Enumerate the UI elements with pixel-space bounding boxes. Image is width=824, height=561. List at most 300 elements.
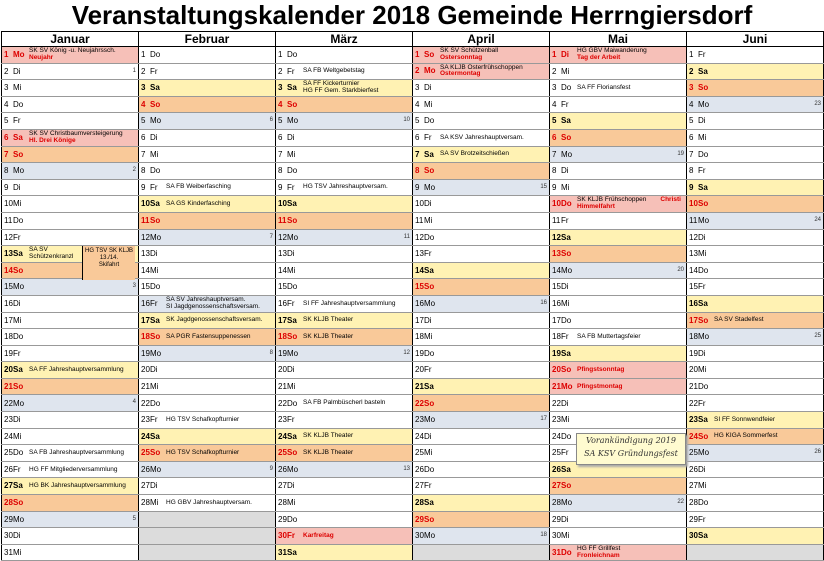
day-cell [2,312,139,329]
day-number: 12 [141,232,150,242]
week-number: 16 [540,299,547,306]
day-number: 1 [552,49,557,59]
weekday: Di [561,514,569,524]
day-cell [276,113,413,130]
week-number: 24 [814,216,821,223]
weekday: Mi [13,83,22,93]
day-cell [276,80,413,97]
day-number: 1 [278,50,283,60]
weekday: Sa [287,431,297,441]
weekday: Di [287,249,295,259]
weekday: Di [287,365,295,375]
weekday: Di [698,232,706,242]
day-number: 7 [278,149,283,159]
day-cell [276,461,413,478]
weekday: Fr [561,448,569,458]
weekday: Do [424,232,435,242]
day-cell [276,179,413,196]
weekday: Mo [424,182,436,192]
day-cell [2,412,139,429]
day-number: 21 [689,381,698,391]
day-cell [139,428,276,445]
day-cell [139,495,276,512]
weekday: Mi [424,332,433,342]
calendar-row [2,246,824,263]
day-cell [276,295,413,312]
weekday: Fr [698,166,706,176]
day-number: 2 [689,66,694,76]
day-cell [550,113,687,130]
day-number: 24 [552,431,561,441]
day-number: 5 [552,116,557,126]
event-line: SK KLJB Theater [303,432,354,440]
day-cell [139,295,276,312]
weekday: So [150,332,161,342]
week-number: 4 [132,399,136,406]
day-number: 6 [689,133,694,143]
event-text [577,384,623,391]
event-line: SK KLJB Theater [303,332,354,340]
weekday: Do [287,282,298,292]
weekday: Mo [150,232,162,242]
day-number: 26 [141,464,150,474]
calendar-row [2,163,824,180]
calendar-row [2,378,824,395]
weekday: Di [424,315,432,325]
day-cell [687,445,824,462]
day-cell [276,163,413,180]
day-number: 27 [4,481,13,491]
day-cell [413,362,550,379]
day-number: 31 [278,547,287,557]
day-number: 4 [278,99,283,109]
weekday: Fr [424,133,432,143]
day-number: 18 [552,332,561,342]
day-cell [2,495,139,512]
weekday: Mi [561,182,570,192]
event-text [577,48,647,62]
day-cell [276,362,413,379]
weekday: Sa [150,315,160,325]
day-cell [2,246,139,269]
weekday: Sa [698,415,708,425]
day-cell [2,96,139,113]
event-line: SA FB Weiberfasching [166,183,231,191]
day-cell [550,146,687,163]
day-cell [139,262,276,279]
event-text [577,85,630,92]
weekday: Sa [13,132,23,142]
day-number: 15 [141,282,150,292]
event-line: HG BK Jahreshauptversammlung [29,482,126,490]
day-number: 25 [552,448,561,458]
weekday: So [287,448,298,458]
day-cell [276,345,413,362]
event-line: HG FF Mitgliederversammlung [29,465,118,473]
weekday: Mo [561,381,573,391]
day-number: 28 [4,498,13,508]
day-cell [2,395,139,412]
day-cell [139,163,276,180]
weekday: Do [150,50,161,60]
day-number: 13 [552,249,561,259]
day-number: 22 [141,398,150,408]
event-text [303,184,388,191]
day-cell [276,129,413,146]
day-number: 26 [4,464,13,474]
event-text [440,151,509,158]
weekday: So [150,99,161,109]
weekday: Do [561,315,572,325]
day-cell [550,179,687,196]
day-cell [139,80,276,97]
day-cell [139,395,276,412]
event-line: SA GS Kinderfasching [166,200,231,207]
day-cell [687,146,824,163]
weekday: So [13,498,24,508]
day-cell [276,47,413,64]
weekday: Mi [561,415,570,425]
day-number: 13 [141,249,150,259]
day-cell [550,246,687,263]
announcement-note [576,433,686,465]
day-number: 9 [552,182,557,192]
day-number: 22 [278,398,287,408]
day-cell [687,229,824,246]
holiday-name: Pfingstmontag [577,382,623,390]
weekday: Do [698,498,709,508]
day-number: 8 [4,166,9,176]
calendar-row [2,295,824,312]
event-text [29,131,123,145]
day-number: 20 [278,365,287,375]
day-cell [2,146,139,163]
day-number: 24 [4,431,13,441]
weekday: Do [287,50,298,60]
day-cell [687,345,824,362]
day-cell [550,96,687,113]
weekday: Di [13,66,21,76]
weekday: So [287,332,298,342]
day-number: 23 [141,415,150,425]
day-cell [139,96,276,113]
weekday: Sa [698,66,708,76]
day-number: 2 [4,66,9,76]
weekday: Fr [561,99,569,109]
day-cell [413,63,550,80]
weekday: So [698,431,709,441]
day-number: 11 [4,215,13,225]
calendar-row [2,146,824,163]
day-cell [413,445,550,462]
day-cell [2,179,139,196]
day-number: 23 [552,415,561,425]
day-cell [687,378,824,395]
day-cell [687,80,824,97]
day-number: 8 [278,166,283,176]
day-cell [413,146,550,163]
event-text [29,483,126,490]
day-number: 26 [689,464,698,474]
day-number: 20 [415,365,424,375]
weekday: Mi [13,315,22,325]
event-line: SI Jagdgenossenschaftsversam. [166,302,260,310]
weekday: So [287,99,298,109]
holiday-name: Tag der Arbeit [577,53,621,61]
weekday: Di [424,199,432,209]
day-number: 25 [278,448,287,458]
day-number: 12 [552,232,561,242]
event-line: Schützenkranzl [29,252,74,260]
weekday: Sa [561,464,571,474]
day-cell [550,329,687,346]
event-line: SK SV Schützenball [440,47,499,54]
day-number: 11 [141,215,150,225]
weekday: Fr [150,415,158,425]
announcement-line-2: SA KSV Gründungsfest [584,449,678,458]
event-text [714,417,775,424]
event-line: HG FF Gem. Starkbierfest [303,86,379,94]
weekday: Do [13,448,24,458]
weekday: Di [13,415,21,425]
month-header-februar: Februar [139,32,276,47]
day-number: 17 [415,315,424,325]
day-number: 23 [415,415,424,425]
calendar-row [2,495,824,512]
weekday: Fr [287,66,295,76]
day-number: 20 [689,365,698,375]
weekday: So [698,315,709,325]
day-number: 28 [552,498,561,508]
day-cell [413,544,550,561]
calendar-row [2,196,824,213]
weekday: Mi [150,265,159,275]
day-number: 6 [4,132,9,142]
day-number: 3 [689,83,694,93]
weekday: Mo [13,514,25,524]
event-line: HG TSV Schafkopfturnier [166,448,240,456]
day-number: 22 [415,398,424,408]
day-number: 27 [141,481,150,491]
day-number: 1 [4,49,9,59]
day-cell [687,113,824,130]
day-cell [2,428,139,445]
week-number: 6 [269,117,273,124]
weekday: Do [287,514,298,524]
day-cell [139,212,276,229]
weekday: Fr [287,531,295,541]
day-cell [139,312,276,329]
day-number: 7 [552,149,557,159]
announcement-line-1: Vorankündigung 2019 [586,436,676,445]
weekday: So [424,514,435,524]
weekday: Fr [424,249,432,259]
day-cell [2,378,139,395]
weekday: Sa [287,82,297,92]
week-number: 23 [814,100,821,107]
event-text [303,317,353,324]
weekday: Sa [287,315,297,325]
day-number: 16 [278,298,287,308]
calendar-row [2,47,824,64]
day-number: 31 [552,547,561,557]
day-number: 18 [415,332,424,342]
weekday: Do [13,215,24,225]
day-number: 19 [552,348,561,358]
weekday: Di [424,83,432,93]
day-number: 8 [415,166,420,176]
day-cell [276,229,413,246]
day-number: 6 [141,133,146,143]
calendar-row [2,80,824,97]
event-line: SI FF Jahreshauptversammlung [303,299,396,307]
day-cell [550,412,687,429]
day-number: 30 [278,531,287,541]
day-number: 20 [552,365,561,375]
weekday: Di [561,166,569,176]
weekday: Fr [698,50,706,60]
day-cell [2,511,139,528]
day-number: 24 [141,431,150,441]
weekday: Sa [150,431,160,441]
weekday: Mi [150,498,159,508]
weekday: Mi [150,381,159,391]
ski-trip-event [82,246,135,280]
day-number: 25 [4,448,13,458]
weekday: So [698,83,709,93]
weekday: Mi [698,249,707,259]
weekday: Mo [424,66,436,76]
weekday: So [424,49,435,59]
weekday: Di [698,464,706,474]
day-number: 26 [415,464,424,474]
week-number: 13 [403,465,410,472]
event-line: SA KSV Jahreshauptversam. [440,133,524,141]
event-text [303,533,334,540]
event-line: SA PGR Fastensuppenessen [166,332,251,340]
event-text [303,301,395,308]
day-number: 28 [689,498,698,508]
weekday: So [561,133,572,143]
day-cell [276,196,413,213]
day-number: 12 [278,232,287,242]
day-cell [276,378,413,395]
day-number: 18 [689,332,698,342]
weekday: Do [698,381,709,391]
day-number: 19 [689,348,698,358]
day-number: 2 [141,66,146,76]
day-number: 10 [689,199,698,209]
calendar-row [2,229,824,246]
calendar-row [2,395,824,412]
week-number: 17 [540,416,547,423]
day-cell [276,246,413,263]
weekday: Fr [13,348,21,358]
day-cell [413,511,550,528]
day-number: 29 [552,514,561,524]
day-cell [276,262,413,279]
event-line: SA FB Weltgebetstag [303,67,365,75]
weekday: Mi [698,365,707,375]
day-cell [550,80,687,97]
weekday: Mo [561,149,573,159]
day-number: 5 [278,116,283,126]
week-number: 7 [269,233,273,240]
day-number: 16 [415,298,424,308]
day-number: 29 [415,514,424,524]
event-text [440,48,498,62]
day-cell [687,329,824,346]
day-cell [413,196,550,213]
weekday: Do [13,332,24,342]
day-cell [550,47,687,64]
week-number: 25 [814,333,821,340]
day-cell [2,362,139,379]
day-number: 20 [141,365,150,375]
day-number: 14 [552,265,561,275]
event-line: SK KLJB Theater [303,316,354,324]
calendar-row [2,445,824,462]
weekday: Di [561,282,569,292]
day-cell [413,80,550,97]
weekday: Mi [287,265,296,275]
day-cell [413,163,550,180]
day-cell [413,412,550,429]
day-number: 21 [4,381,13,391]
day-number: 15 [415,282,424,292]
day-cell [413,378,550,395]
event-text [714,433,778,440]
day-cell [687,528,824,545]
day-number: 4 [4,99,9,109]
day-number: 27 [689,481,698,491]
day-number: 13 [278,249,287,259]
event-text [166,450,239,457]
day-cell [550,478,687,495]
day-cell [139,146,276,163]
day-cell [2,113,139,130]
day-cell [413,295,550,312]
weekday: Fr [287,415,295,425]
day-cell [550,544,687,561]
day-cell [276,329,413,346]
day-cell [413,47,550,64]
day-cell [2,47,139,64]
day-number: 28 [415,498,424,508]
day-cell [139,461,276,478]
day-number: 4 [689,99,694,109]
weekday: So [150,215,161,225]
weekday: Fr [698,282,706,292]
weekday: So [13,265,24,275]
day-cell [276,528,413,545]
day-cell [276,212,413,229]
day-number: 7 [4,149,9,159]
day-cell [413,461,550,478]
day-cell [687,412,824,429]
day-number: 4 [552,99,557,109]
day-number: 1 [415,49,420,59]
weekday: Fr [287,298,295,308]
day-cell [550,196,687,213]
day-cell [413,229,550,246]
weekday: Fr [13,116,21,126]
day-cell [276,63,413,80]
event-text [29,367,124,374]
calendar-row [2,129,824,146]
weekday: Mo [13,282,25,292]
day-number: 9 [278,182,283,192]
